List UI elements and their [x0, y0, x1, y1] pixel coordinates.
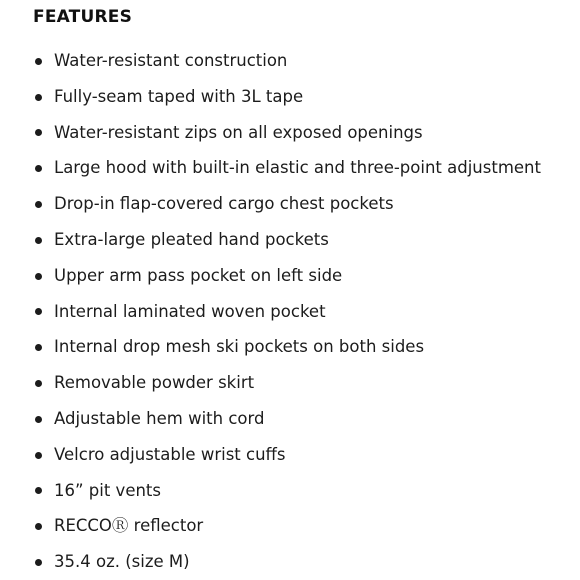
bullet-icon: [35, 487, 42, 494]
bullet-icon: [35, 344, 42, 351]
feature-text: Upper arm pass pocket on left side: [54, 265, 343, 285]
feature-text: Water-resistant zips on all exposed openings: [54, 122, 423, 142]
feature-text: 16” pit vents: [54, 480, 162, 500]
feature-text: RECCOⓇ reflector: [54, 516, 204, 536]
bullet-icon: [35, 94, 42, 101]
feature-item: [33, 186, 541, 222]
feature-text: Water-resistant construction: [54, 51, 288, 70]
feature-item: [33, 294, 541, 330]
bullet-icon: [35, 308, 42, 315]
bullet-icon: [35, 58, 42, 65]
bullet-icon: [35, 165, 42, 172]
feature-text: Removable powder skirt: [54, 373, 255, 393]
feature-item: [33, 508, 541, 544]
feature-item: [33, 365, 541, 401]
feature-item: [33, 222, 541, 258]
feature-item: [33, 401, 541, 437]
feature-text: Adjustable hem with cord: [54, 408, 265, 428]
feature-item: [33, 329, 541, 365]
feature-text: Fully-seam taped with 3L tape: [54, 86, 304, 106]
bullet-icon: [35, 380, 42, 387]
bullet-icon: [35, 452, 42, 459]
features-list: [33, 43, 541, 580]
features-section: [33, 0, 573, 572]
bullet-icon: [35, 416, 42, 423]
bullet-icon: [35, 201, 42, 208]
feature-text: Internal laminated woven pocket: [54, 301, 326, 321]
feature-item: [33, 150, 541, 186]
feature-item: [33, 437, 541, 473]
feature-item: [33, 473, 541, 509]
feature-item: [33, 258, 541, 294]
feature-text: Velcro adjustable wrist cuffs: [54, 444, 286, 464]
feature-text: Large hood with built-in elastic and three-point adjustment: [54, 158, 541, 178]
feature-item: [33, 544, 541, 580]
bullet-icon: [35, 273, 42, 280]
bullet-icon: [35, 129, 42, 136]
bullet-icon: [35, 237, 42, 244]
features-heading: FEATURES: [33, 7, 133, 27]
bullet-icon: [35, 523, 42, 530]
feature-text: Drop-in flap-covered cargo chest pockets: [54, 194, 394, 214]
bullet-icon: [35, 559, 42, 566]
feature-text: 35.4 oz. (size M): [54, 552, 190, 572]
feature-text: Extra-large pleated hand pockets: [54, 229, 329, 249]
feature-item: [33, 115, 541, 151]
feature-text: Internal drop mesh ski pockets on both sides: [54, 337, 425, 357]
feature-item: [33, 79, 541, 115]
feature-item: [33, 43, 541, 79]
